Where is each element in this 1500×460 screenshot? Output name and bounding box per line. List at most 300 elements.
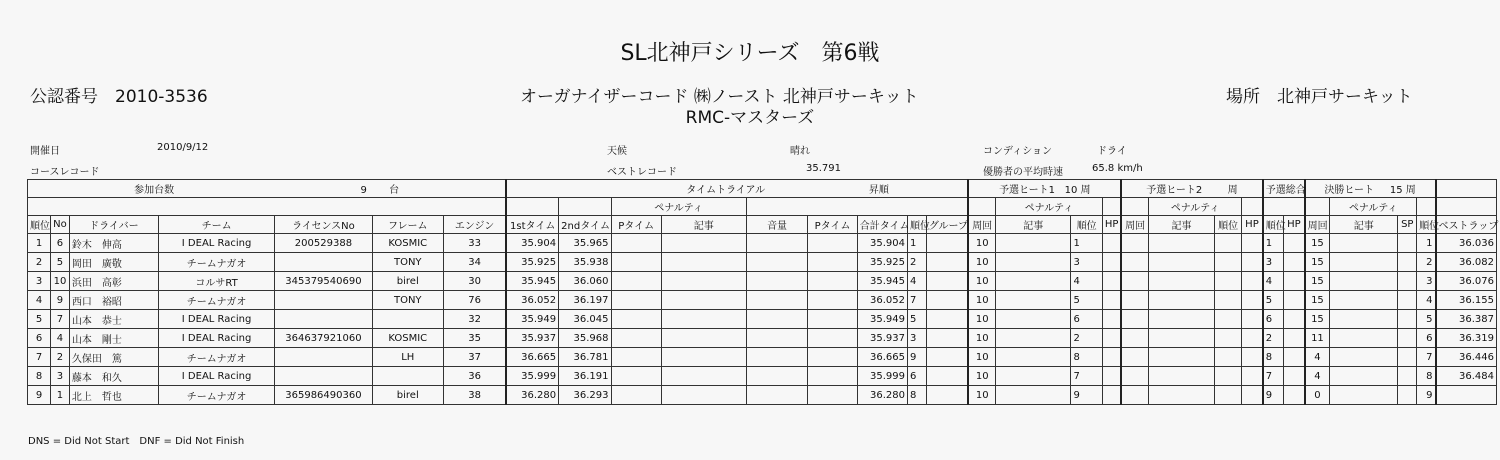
cell-empty: [808, 329, 857, 348]
cell-tt-rank: 3: [907, 329, 926, 348]
cell-total: 35.945: [857, 272, 907, 291]
cell-empty: [661, 329, 746, 348]
cell-t1: 35.925: [506, 253, 558, 272]
tt-penalty-label: ペナルティ: [611, 198, 746, 216]
col-bestlap: ベストラップ: [1436, 216, 1497, 234]
cell-f-laps: 15: [1305, 272, 1330, 291]
cell-empty: [746, 386, 808, 405]
cell-frame: [372, 310, 443, 329]
cell-h1-rank: 5: [1071, 291, 1102, 310]
cell-frame: TONY: [372, 291, 443, 310]
cell-license: [275, 310, 372, 329]
cell-empty: [1330, 348, 1398, 367]
certification-number: 公認番号 2010-3536: [30, 87, 208, 107]
table-row: [28, 367, 1497, 386]
col-h2-hp: HP: [1242, 216, 1263, 234]
cell-empty: [1330, 386, 1398, 405]
cell-empty: [661, 253, 746, 272]
cell-best: 36.076: [1436, 272, 1497, 291]
cell-f-rank: 5: [1417, 310, 1436, 329]
cell-driver: 西口 裕昭: [69, 291, 158, 310]
col-group: グループ: [926, 216, 968, 234]
table-row: [28, 386, 1497, 405]
cell-frame: [372, 367, 443, 386]
col-frame: フレーム: [372, 216, 443, 234]
footer-note: DNS = Did Not Start DNF = Did Not Finish: [28, 436, 245, 447]
cell-team: チームナガオ: [158, 291, 274, 310]
col-pos: 順位: [28, 216, 51, 234]
cell-empty: [996, 329, 1071, 348]
heat2-label: 予選ヒート2: [1146, 185, 1203, 196]
heat2-penalty-label: ペナルティ: [1148, 198, 1241, 216]
cell-f-rank: 8: [1417, 367, 1436, 386]
cell-engine: 33: [443, 234, 506, 253]
cell-empty: [746, 329, 808, 348]
avg-speed-label: 優勝者の平均時速: [983, 167, 1063, 178]
table-row: [28, 272, 1497, 291]
cell-driver: 北上 哲也: [69, 386, 158, 405]
cell-empty: [1102, 348, 1121, 367]
cell-t1: 36.665: [506, 348, 558, 367]
cell-empty: [661, 310, 746, 329]
cell-f-laps: 15: [1305, 234, 1330, 253]
cell-h1-rank: 2: [1071, 329, 1102, 348]
cell-h1-laps: 10: [968, 253, 995, 272]
cell-empty: [1214, 348, 1241, 367]
cell-q-rank: 1: [1263, 234, 1284, 253]
date-value: 2010/9/12: [157, 142, 209, 153]
page-title: SL北神戸シリーズ 第6戦: [620, 41, 880, 66]
col-h1-laps: 周回: [968, 216, 995, 234]
cell-h1-laps: 10: [968, 291, 995, 310]
cell-frame: LH: [372, 348, 443, 367]
cell-empty: [808, 234, 857, 253]
cell-q-rank: 7: [1263, 367, 1284, 386]
cell-tt-rank: 5: [907, 310, 926, 329]
cell-empty: [661, 291, 746, 310]
col-time1: 1stタイム: [506, 216, 558, 234]
condition-label: コンディション: [983, 146, 1052, 157]
table-row: [28, 310, 1497, 329]
bestlap-header-blank: [1436, 180, 1497, 198]
cell-empty: [1398, 386, 1417, 405]
weather-label: 天候: [607, 146, 627, 157]
col-no: No: [51, 216, 70, 234]
cell-no: 5: [51, 253, 70, 272]
participants-value: 9: [360, 185, 367, 196]
cell-empty: [808, 348, 857, 367]
cell-empty: [661, 272, 746, 291]
cell-empty: [611, 367, 661, 386]
cell-t2: 36.060: [559, 272, 611, 291]
place: 場所 北神戸サーキット: [1226, 87, 1413, 107]
cell-engine: 34: [443, 253, 506, 272]
cell-t2: 36.197: [559, 291, 611, 310]
cell-empty: [1398, 348, 1417, 367]
cell-empty: [1148, 348, 1214, 367]
col-h1-rank: 順位: [1071, 216, 1102, 234]
cell-empty: [746, 291, 808, 310]
cell-h1-rank: 4: [1071, 272, 1102, 291]
cell-empty: [1398, 310, 1417, 329]
cell-empty: [1398, 253, 1417, 272]
cell-tt-rank: 4: [907, 272, 926, 291]
cell-engine: 30: [443, 272, 506, 291]
cell-t1: 36.280: [506, 386, 558, 405]
cell-pos: 3: [28, 272, 51, 291]
cell-empty: [1121, 310, 1148, 329]
cell-empty: [1214, 234, 1241, 253]
cell-license: 345379540690: [275, 272, 372, 291]
cell-empty: [1121, 272, 1148, 291]
col-h1-remark: 記事: [996, 216, 1071, 234]
cell-empty: [1102, 291, 1121, 310]
cell-empty: [1398, 272, 1417, 291]
cell-empty: [1148, 291, 1214, 310]
cell-pos: 5: [28, 310, 51, 329]
cell-empty: [1284, 367, 1305, 386]
col-q-hp: HP: [1284, 216, 1305, 234]
cell-empty: [1214, 386, 1241, 405]
cell-best: 36.036: [1436, 234, 1497, 253]
cell-empty: [611, 329, 661, 348]
cell-team: I DEAL Racing: [158, 329, 274, 348]
cell-no: 6: [51, 234, 70, 253]
cell-empty: [1102, 253, 1121, 272]
cell-empty: [661, 348, 746, 367]
cell-f-rank: 7: [1417, 348, 1436, 367]
cell-empty: [1242, 272, 1263, 291]
col-f-remark: 記事: [1330, 216, 1398, 234]
cell-empty: [1102, 272, 1121, 291]
cell-pos: 7: [28, 348, 51, 367]
cell-total: 36.052: [857, 291, 907, 310]
cell-frame: KOSMIC: [372, 329, 443, 348]
col-h2-rank: 順位: [1214, 216, 1241, 234]
cell-h1-laps: 10: [968, 386, 995, 405]
cell-no: 1: [51, 386, 70, 405]
cell-license: 365986490360: [275, 386, 372, 405]
cell-h1-laps: 10: [968, 348, 995, 367]
table-row: [28, 234, 1497, 253]
cell-empty: [1242, 386, 1263, 405]
cell-empty: [746, 310, 808, 329]
qualifying-total-label: 予選総合: [1263, 180, 1305, 198]
cell-no: 2: [51, 348, 70, 367]
cell-empty: [1214, 367, 1241, 386]
time-trial-label: タイムトライアル: [686, 185, 766, 196]
cell-empty: [1121, 234, 1148, 253]
cell-driver: 山本 恭士: [69, 310, 158, 329]
cell-q-rank: 3: [1263, 253, 1284, 272]
cell-empty: [996, 234, 1071, 253]
cell-tt-rank: 2: [907, 253, 926, 272]
cell-driver: 鈴木 伸高: [69, 234, 158, 253]
table-row: [28, 291, 1497, 310]
cell-total: 35.999: [857, 367, 907, 386]
cell-best: 36.387: [1436, 310, 1497, 329]
col-f-rank: 順位: [1417, 216, 1436, 234]
col-remark: 記事: [661, 216, 746, 234]
cell-empty: [1148, 367, 1214, 386]
participants-unit: 台: [389, 185, 400, 196]
col-tt-rank: 順位: [907, 216, 926, 234]
cell-empty: [611, 234, 661, 253]
cell-f-rank: 9: [1417, 386, 1436, 405]
cell-empty: [1214, 272, 1241, 291]
final-penalty-label: ペナルティ: [1330, 198, 1417, 216]
cell-empty: [996, 348, 1071, 367]
cell-driver: 山本 剛士: [69, 329, 158, 348]
cell-h1-laps: 10: [968, 329, 995, 348]
cell-empty: [1102, 329, 1121, 348]
cell-empty: [1330, 310, 1398, 329]
cell-no: 10: [51, 272, 70, 291]
cell-driver: 久保田 篤: [69, 348, 158, 367]
cell-empty: [926, 234, 968, 253]
col-f-laps: 周回: [1305, 216, 1330, 234]
cell-h1-laps: 10: [968, 367, 995, 386]
cell-empty: [808, 367, 857, 386]
cell-empty: [1242, 367, 1263, 386]
heat1-laps: 10: [1064, 185, 1078, 196]
cell-empty: [1284, 386, 1305, 405]
cell-empty: [1148, 234, 1214, 253]
col-driver: ドライバー: [69, 216, 158, 234]
weather-value: 晴れ: [790, 146, 810, 157]
table-row: [28, 329, 1497, 348]
cell-empty: [746, 367, 808, 386]
cell-empty: [1284, 272, 1305, 291]
cell-empty: [996, 386, 1071, 405]
cell-empty: [1121, 367, 1148, 386]
cell-pos: 4: [28, 291, 51, 310]
cell-empty: [1214, 329, 1241, 348]
cell-empty: [661, 234, 746, 253]
cell-empty: [808, 386, 857, 405]
col-h2-laps: 周回: [1121, 216, 1148, 234]
cell-empty: [1102, 234, 1121, 253]
cell-empty: [1330, 234, 1398, 253]
cell-empty: [1330, 367, 1398, 386]
cell-empty: [926, 310, 968, 329]
header-row-2: [28, 198, 1497, 216]
cell-empty: [926, 253, 968, 272]
col-f-sp: SP: [1398, 216, 1417, 234]
cell-q-rank: 9: [1263, 386, 1284, 405]
cell-empty: [1214, 253, 1241, 272]
cell-empty: [1121, 386, 1148, 405]
cell-engine: 36: [443, 367, 506, 386]
cell-t2: 35.968: [559, 329, 611, 348]
cell-t1: 35.949: [506, 310, 558, 329]
col-h2-remark: 記事: [1148, 216, 1214, 234]
cell-h1-rank: 6: [1071, 310, 1102, 329]
cell-frame: birel: [372, 272, 443, 291]
col-total: 合計タイム: [857, 216, 907, 234]
cell-no: 7: [51, 310, 70, 329]
cell-empty: [1330, 329, 1398, 348]
header-row-3: [28, 216, 1497, 234]
cell-empty: [996, 310, 1071, 329]
cell-empty: [1284, 234, 1305, 253]
cell-empty: [1330, 272, 1398, 291]
cell-empty: [611, 348, 661, 367]
cell-total: 35.949: [857, 310, 907, 329]
cell-engine: 38: [443, 386, 506, 405]
cell-license: [275, 348, 372, 367]
results-table: [27, 179, 1497, 405]
cell-engine: 35: [443, 329, 506, 348]
cell-empty: [926, 348, 968, 367]
cell-team: チームナガオ: [158, 348, 274, 367]
cell-license: 364637921060: [275, 329, 372, 348]
cell-frame: TONY: [372, 253, 443, 272]
heat1-label: 予選ヒート1: [999, 185, 1056, 196]
col-license: ライセンスNo: [275, 216, 372, 234]
cell-f-rank: 1: [1417, 234, 1436, 253]
cell-empty: [1242, 291, 1263, 310]
cell-empty: [746, 234, 808, 253]
cell-empty: [1284, 253, 1305, 272]
cell-empty: [1102, 386, 1121, 405]
cell-empty: [1398, 329, 1417, 348]
cell-pos: 1: [28, 234, 51, 253]
cell-t1: 36.052: [506, 291, 558, 310]
cell-empty: [611, 253, 661, 272]
cell-empty: [996, 253, 1071, 272]
cell-total: 35.904: [857, 234, 907, 253]
cell-pos: 2: [28, 253, 51, 272]
cell-empty: [661, 386, 746, 405]
col-engine: エンジン: [443, 216, 506, 234]
cell-empty: [1102, 367, 1121, 386]
cell-empty: [1148, 310, 1214, 329]
cell-tt-rank: 7: [907, 291, 926, 310]
cell-t2: 35.965: [559, 234, 611, 253]
participants-label: 参加台数: [134, 185, 175, 196]
cell-empty: [808, 291, 857, 310]
cell-f-laps: 15: [1305, 291, 1330, 310]
cell-team: I DEAL Racing: [158, 234, 274, 253]
cell-total: 35.925: [857, 253, 907, 272]
cell-license: [275, 291, 372, 310]
cell-tt-rank: 9: [907, 348, 926, 367]
cell-empty: [611, 272, 661, 291]
cell-best: 36.446: [1436, 348, 1497, 367]
cell-best: 36.484: [1436, 367, 1497, 386]
col-volume: 音量: [746, 216, 808, 234]
cell-empty: [1330, 253, 1398, 272]
cell-t2: 35.938: [559, 253, 611, 272]
cell-t2: 36.045: [559, 310, 611, 329]
cell-q-rank: 2: [1263, 329, 1284, 348]
cell-best: [1436, 386, 1497, 405]
cell-empty: [1148, 253, 1214, 272]
cell-t1: 35.937: [506, 329, 558, 348]
cell-h1-rank: 1: [1071, 234, 1102, 253]
cell-empty: [926, 272, 968, 291]
cell-pos: 8: [28, 367, 51, 386]
cell-empty: [1284, 329, 1305, 348]
cell-f-rank: 4: [1417, 291, 1436, 310]
cell-empty: [1242, 234, 1263, 253]
cell-f-rank: 6: [1417, 329, 1436, 348]
cell-empty: [611, 310, 661, 329]
cell-h1-laps: 10: [968, 234, 995, 253]
cell-empty: [1284, 348, 1305, 367]
cell-f-laps: 11: [1305, 329, 1330, 348]
cell-empty: [996, 291, 1071, 310]
cell-tt-rank: 6: [907, 367, 926, 386]
cell-q-rank: 4: [1263, 272, 1284, 291]
cell-tt-rank: 1: [907, 234, 926, 253]
final-lap-unit: 周: [1405, 185, 1416, 196]
cell-best: 36.155: [1436, 291, 1497, 310]
cell-empty: [1284, 310, 1305, 329]
cell-empty: [808, 253, 857, 272]
cell-empty: [996, 272, 1071, 291]
condition-value: ドライ: [1097, 146, 1127, 157]
cell-license: 200529388: [275, 234, 372, 253]
cell-empty: [1242, 310, 1263, 329]
header-row-1: [28, 180, 1497, 198]
cell-best: 36.319: [1436, 329, 1497, 348]
cell-empty: [661, 367, 746, 386]
cell-empty: [1398, 367, 1417, 386]
cell-driver: 藤本 和久: [69, 367, 158, 386]
best-record-value: 35.791: [806, 163, 841, 174]
cell-empty: [1398, 291, 1417, 310]
heat1-lap-unit: 周: [1080, 185, 1091, 196]
cell-t2: 36.191: [559, 367, 611, 386]
cell-engine: 32: [443, 310, 506, 329]
cell-h1-rank: 7: [1071, 367, 1102, 386]
cell-total: 35.937: [857, 329, 907, 348]
col-team: チーム: [158, 216, 274, 234]
cell-h1-rank: 3: [1071, 253, 1102, 272]
cell-q-rank: 5: [1263, 291, 1284, 310]
cell-empty: [1121, 253, 1148, 272]
cell-pos: 6: [28, 329, 51, 348]
cell-empty: [808, 310, 857, 329]
organizer: オーガナイザーコード ㈱ノースト 北神戸サーキット: [520, 87, 919, 107]
cell-team: コルサRT: [158, 272, 274, 291]
cell-h1-rank: 8: [1071, 348, 1102, 367]
cell-t2: 36.781: [559, 348, 611, 367]
cell-h1-rank: 9: [1071, 386, 1102, 405]
cell-empty: [1398, 234, 1417, 253]
cell-empty: [1148, 386, 1214, 405]
cell-license: [275, 253, 372, 272]
cell-no: 3: [51, 367, 70, 386]
cell-empty: [1102, 310, 1121, 329]
cell-empty: [926, 291, 968, 310]
cell-f-laps: 15: [1305, 310, 1330, 329]
col-time2: 2ndタイム: [559, 216, 611, 234]
cell-pos: 9: [28, 386, 51, 405]
cell-f-laps: 0: [1305, 386, 1330, 405]
cell-empty: [1242, 348, 1263, 367]
cell-team: I DEAL Racing: [158, 310, 274, 329]
cell-empty: [1121, 329, 1148, 348]
cell-no: 9: [51, 291, 70, 310]
cell-team: I DEAL Racing: [158, 367, 274, 386]
cell-no: 4: [51, 329, 70, 348]
cell-empty: [1242, 253, 1263, 272]
cell-driver: 岡田 廣敬: [69, 253, 158, 272]
cell-t1: 35.999: [506, 367, 558, 386]
